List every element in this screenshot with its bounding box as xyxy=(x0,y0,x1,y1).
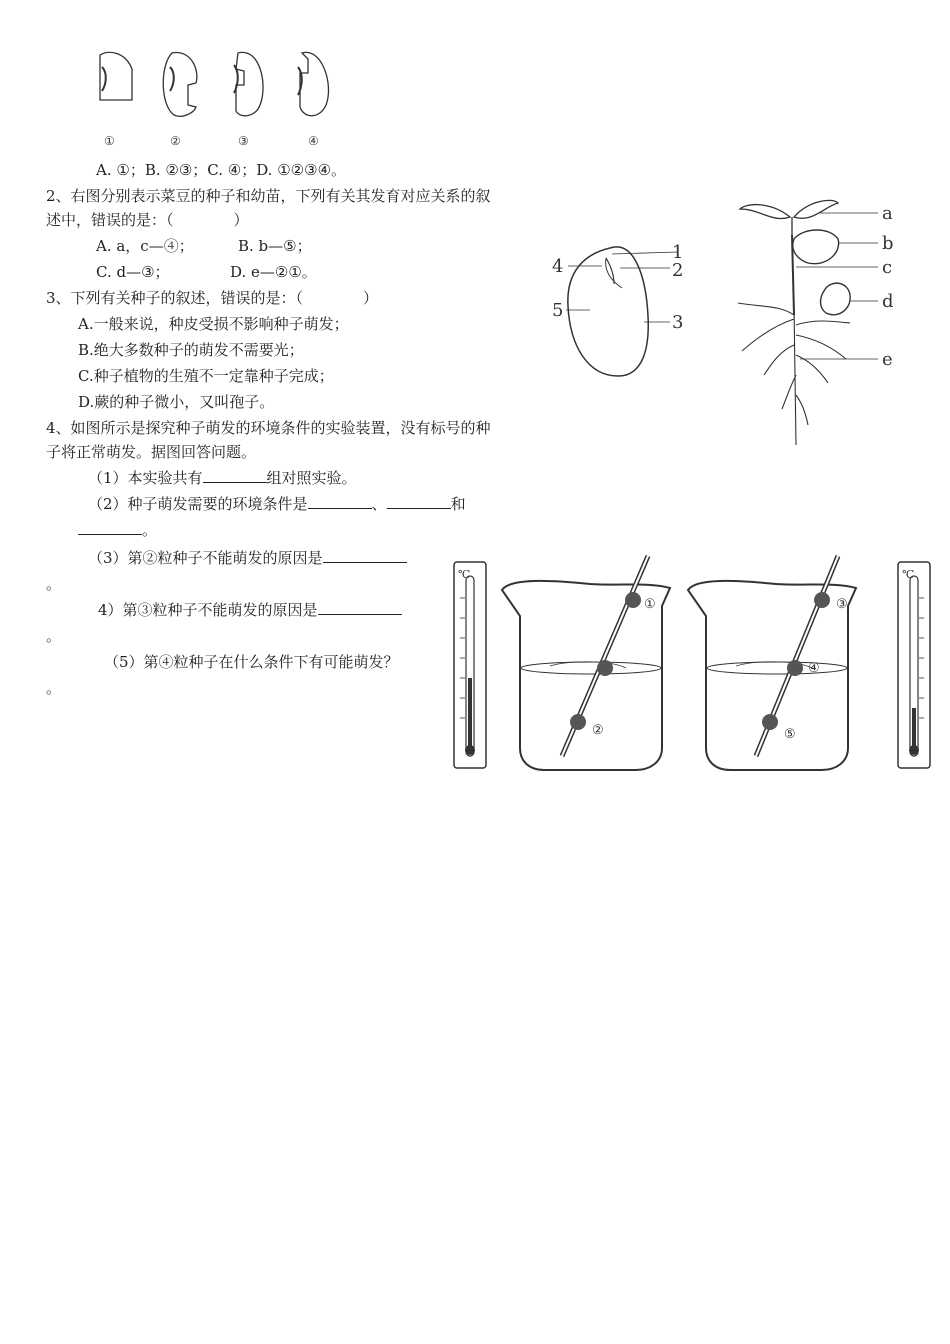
q2-option-a: A. a，c—④； xyxy=(96,237,194,255)
q4-sub2 xyxy=(88,494,466,514)
seedling-part-label-c: c xyxy=(882,257,893,278)
q4-sub1 xyxy=(88,468,357,488)
q4-sub1-suffix: 组对照实验。 xyxy=(266,469,357,487)
seed-part-label-2: 2 xyxy=(672,260,684,281)
thermometer-right-unit: ℃ xyxy=(902,568,915,581)
q3-option-a: A.一般来说，种皮受损不影响种子萌发； xyxy=(78,315,349,333)
seedling-part-label-d: d xyxy=(882,291,894,312)
beaker-right xyxy=(688,581,856,770)
seedling-part-label-e: e xyxy=(882,349,893,370)
answer-blank-2c[interactable] xyxy=(78,520,142,535)
seed-5-right xyxy=(762,714,778,730)
q4-sub2-cont xyxy=(78,520,157,540)
q4-sub3 xyxy=(88,548,407,568)
leaf-left xyxy=(740,205,790,219)
q2-stem-line2: 述中，错误的是：（ ） xyxy=(46,211,249,229)
bean-seed-figure xyxy=(548,236,698,386)
seed-part-label-1: 1 xyxy=(672,242,684,263)
q3-option-d: D.蕨的种子微小，又叫孢子。 xyxy=(78,393,275,411)
germination-apparatus xyxy=(450,548,940,773)
roots xyxy=(738,303,850,445)
seed-label-1: ① xyxy=(104,134,115,148)
q4-stem-line1: 4、如图所示是探究种子萌发的环境条件的实验装置，没有标号的种 xyxy=(46,419,491,437)
apparatus-mark-3: ③ xyxy=(836,597,848,612)
seed-part-label-4: 4 xyxy=(552,256,564,277)
cotyledon-b xyxy=(793,230,839,264)
q2-option-c: C. d—③； xyxy=(96,263,170,281)
leaf-right xyxy=(794,200,838,218)
q4-stem-line2: 子将正常萌发。据图回答问题。 xyxy=(46,443,257,461)
bean-seedling-figure xyxy=(720,195,920,455)
seed-4-right xyxy=(787,660,803,676)
seedling-part-label-b: b xyxy=(882,233,894,254)
apparatus-mark-5: ⑤ xyxy=(784,727,796,742)
q1-seed-figure xyxy=(90,45,350,155)
apparatus-mark-4: ④ xyxy=(808,661,820,676)
seed-label-4: ④ xyxy=(308,134,319,148)
q4-sub4-text: 4）第③粒种子不能萌发的原因是 xyxy=(98,601,318,619)
q4-sub1-prefix: （1）本实验共有 xyxy=(88,469,203,487)
answer-blank-2a[interactable] xyxy=(308,494,372,509)
answer-blank-1[interactable] xyxy=(203,468,267,483)
q4-sub2-sep: 、 xyxy=(371,495,387,513)
q2-stem-line1: 2、右图分别表示菜豆的种子和幼苗，下列有关其发育对应关系的叙 xyxy=(46,187,491,205)
seedling-part-label-a: a xyxy=(882,203,893,224)
q4-sub2-and: 和 xyxy=(450,495,466,513)
q4-sub5: （5）第④粒种子在什么条件下有可能萌发？ xyxy=(104,653,399,671)
cotyledon-d xyxy=(821,283,851,315)
q4-sub4-end: 。 xyxy=(46,627,62,645)
q2-option-d: D. e—②①。 xyxy=(230,263,317,281)
q3-stem: 3、下列有关种子的叙述，错误的是：（ ） xyxy=(46,289,379,307)
q3-option-c: C.种子植物的生殖不一定靠种子完成； xyxy=(78,367,334,385)
apparatus-mark-2: ② xyxy=(592,723,604,738)
seed-mid-left xyxy=(597,660,613,676)
seed-label-3: ③ xyxy=(238,134,249,148)
apparatus-mark-1: ① xyxy=(644,597,656,612)
seed-2-left xyxy=(570,714,586,730)
seed-label-2: ② xyxy=(170,134,181,148)
q4-sub2-prefix: （2）种子萌发需要的环境条件是 xyxy=(88,495,308,513)
q4-sub5-end: 。 xyxy=(46,679,62,697)
answer-blank-2b[interactable] xyxy=(387,494,451,509)
q4-sub4 xyxy=(98,600,402,620)
q4-sub3-text: （3）第②粒种子不能萌发的原因是 xyxy=(88,549,323,567)
answer-blank-4[interactable] xyxy=(318,600,402,615)
seed-part-label-3: 3 xyxy=(672,312,684,333)
thermometer-left-unit: ℃ xyxy=(458,568,471,581)
seed-shape-3 xyxy=(236,52,263,115)
q1-options: A. ①；B. ②③；C. ④；D. ①②③④。 xyxy=(96,161,347,179)
seed-shape-2 xyxy=(163,52,197,116)
q4-sub3-end: 。 xyxy=(46,575,62,593)
seed-1-left xyxy=(625,592,641,608)
q2-option-b: B. b—⑤； xyxy=(238,237,312,255)
answer-blank-3[interactable] xyxy=(323,548,407,563)
q3-option-b: B.绝大多数种子的萌发不需要光； xyxy=(78,341,304,359)
seed-part-label-5: 5 xyxy=(552,300,564,321)
seed-shape-4 xyxy=(300,52,329,115)
seed-3-right xyxy=(814,592,830,608)
q4-sub2-end: 。 xyxy=(142,521,158,539)
